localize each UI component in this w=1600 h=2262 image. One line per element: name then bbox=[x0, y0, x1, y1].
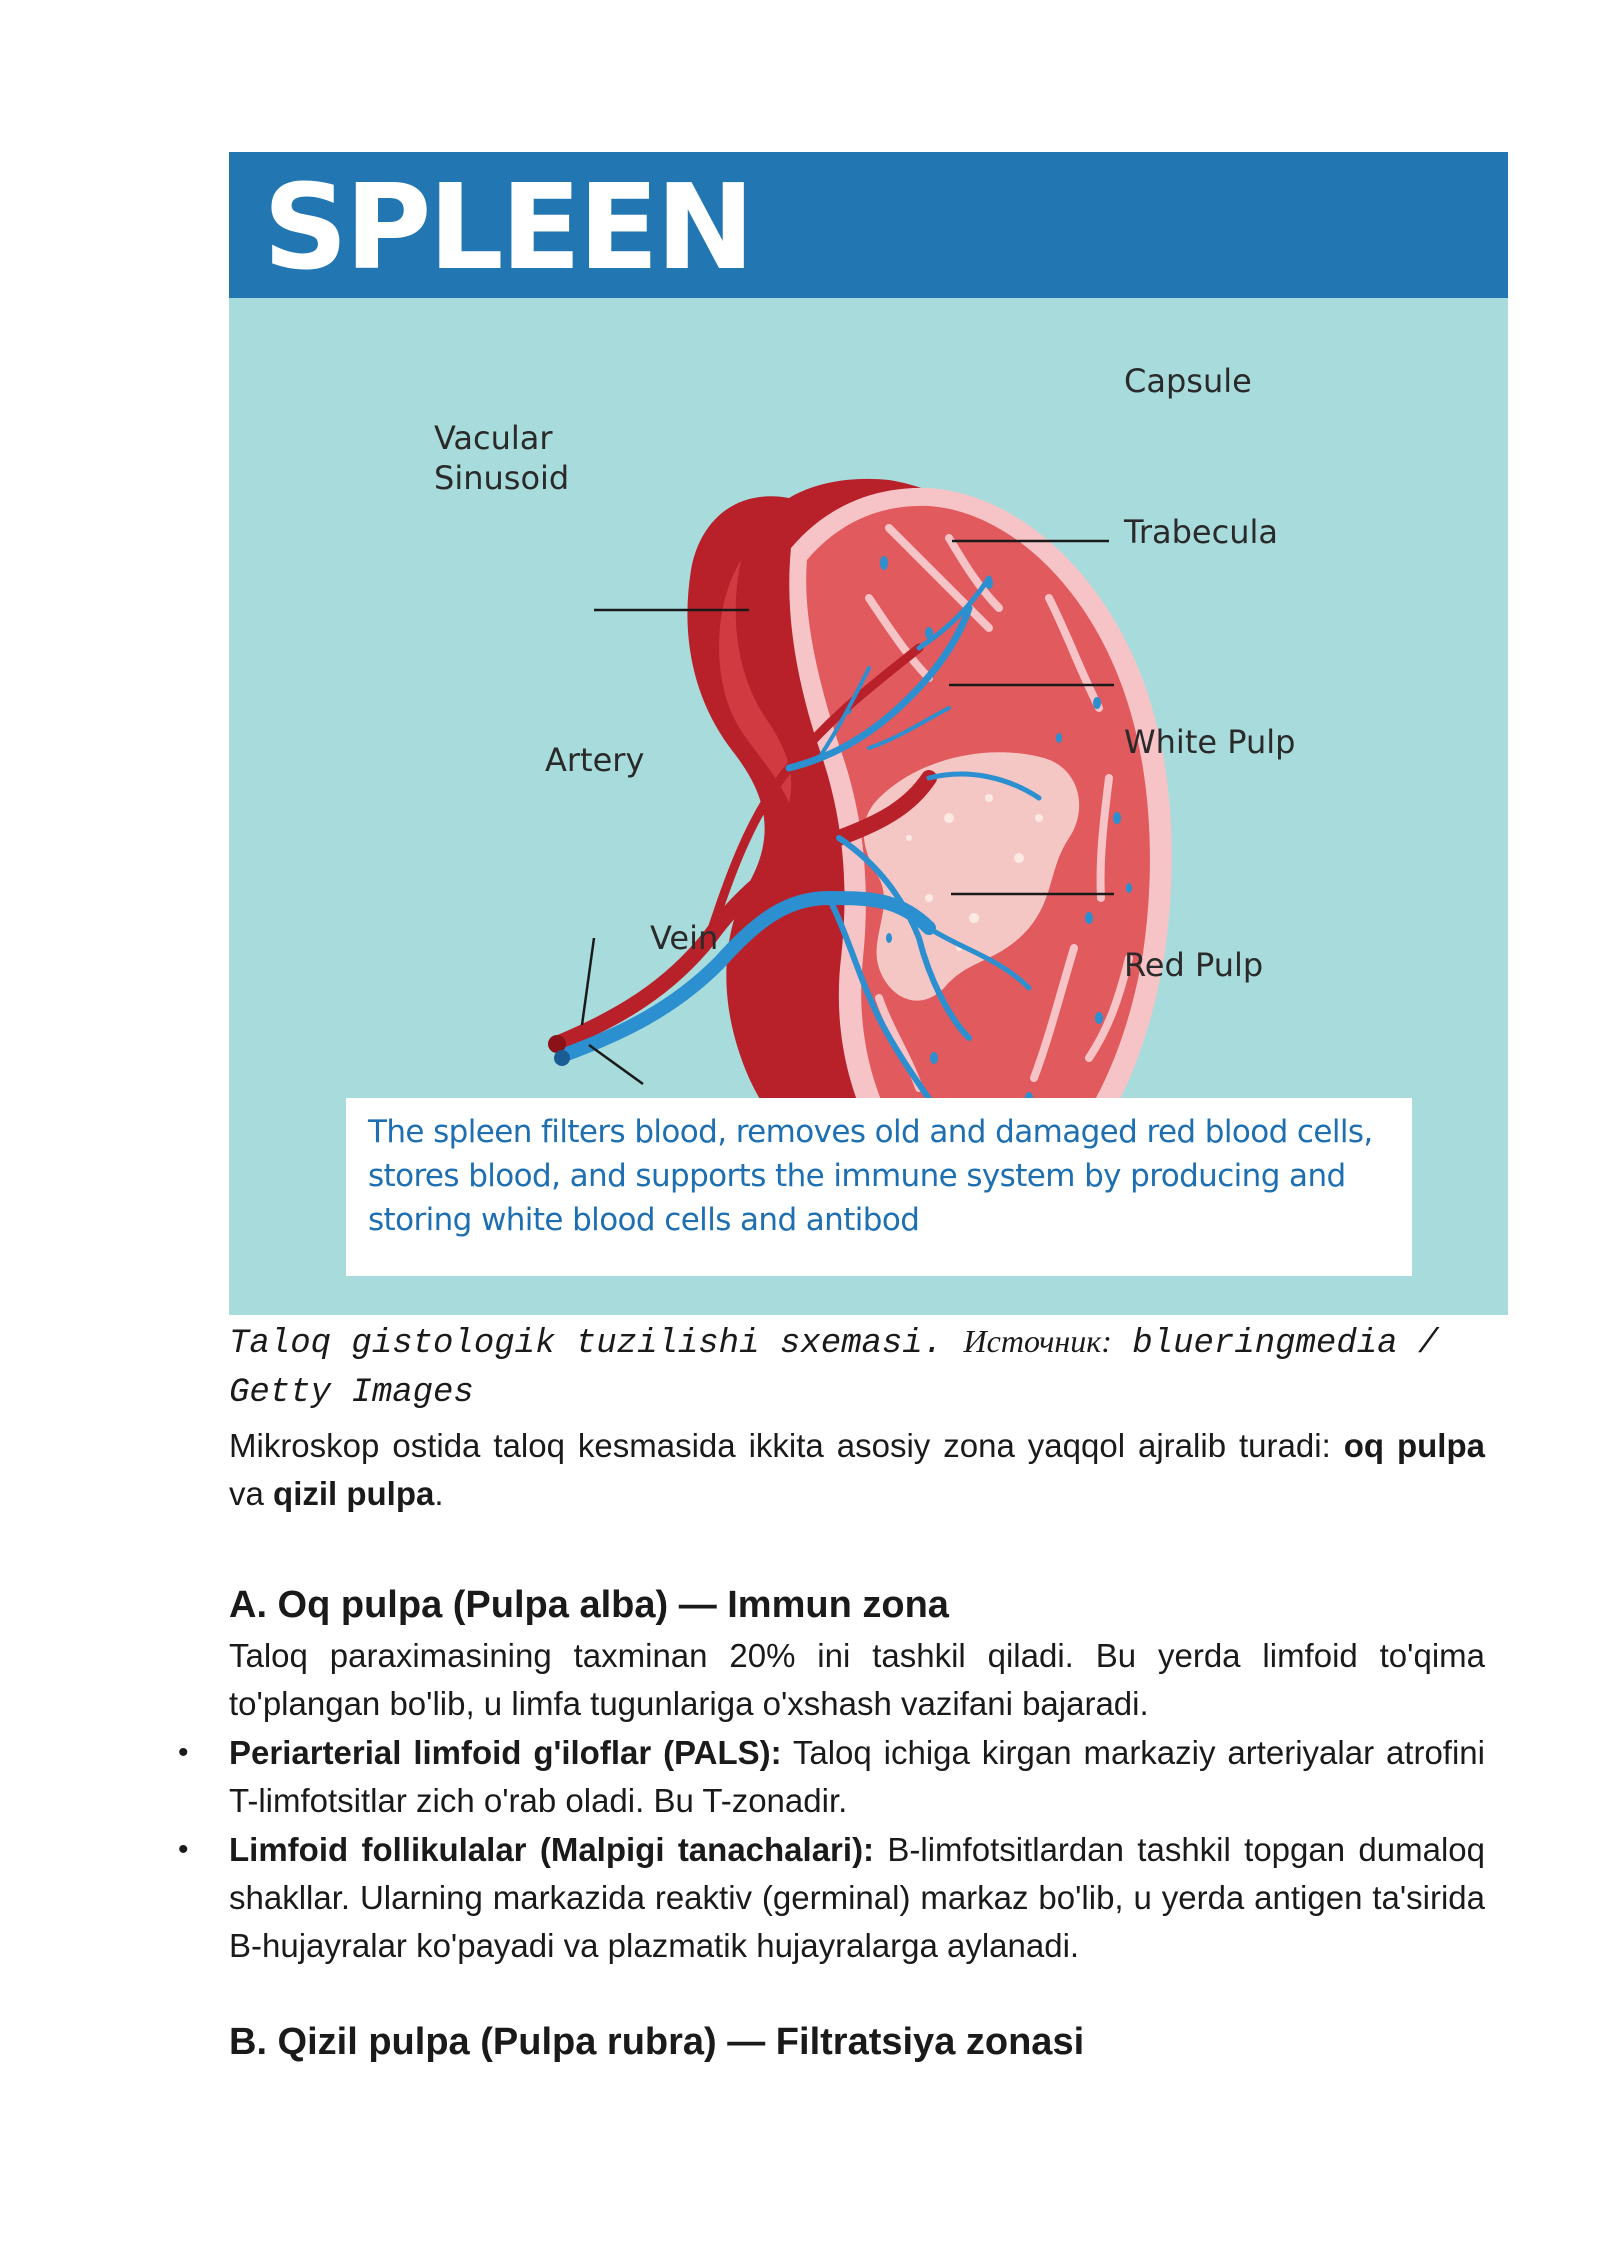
vein-end bbox=[554, 1050, 570, 1066]
intro-end: . bbox=[434, 1475, 444, 1512]
bullet-title: Periarterial limfoid g'iloflar (PALS): bbox=[229, 1734, 782, 1771]
bullet-text: Taloq ichiga kirgan markaziy arteriyalar atrofini T-limfotsitlar zich o'rab oladi. Bu T-zonadir. bbox=[229, 1734, 1485, 1819]
intro-bold-oq-pulpa: oq pulpa bbox=[1343, 1427, 1485, 1464]
label-white-pulp: White Pulp bbox=[1124, 723, 1296, 761]
bullet-item-follicles bbox=[229, 1826, 1485, 1970]
caption-main: Taloq gistologik tuzilishi sxemasi. bbox=[229, 1325, 944, 1363]
label-capsule: Capsule bbox=[1124, 362, 1252, 400]
label-artery: Artery bbox=[545, 741, 645, 779]
bullet-title: Limfoid follikulalar (Malpigi tanachalari): bbox=[229, 1831, 875, 1868]
figure-header bbox=[229, 152, 1508, 298]
intro-bold-qizil-pulpa: qizil pulpa bbox=[273, 1475, 435, 1512]
intro-paragraph bbox=[229, 1422, 1485, 1518]
label-vein: Vein bbox=[650, 919, 719, 957]
caption-source: blueringmedia / Getty Images bbox=[229, 1325, 1439, 1412]
intro-mid: va bbox=[229, 1475, 274, 1512]
figure-info-text: The spleen filters blood, removes old and damaged red blood cells, stores blood, and supports the immune system by producing and storing white blood cells and antibod bbox=[368, 1114, 1373, 1238]
intro-text: Mikroskop ostida taloq kesmasida ikkita asosiy zona yaqqol ajralib turadi: bbox=[229, 1427, 1344, 1464]
figure-title: SPLEEN bbox=[263, 158, 752, 296]
section-b-heading: B. Qizil pulpa (Pulpa rubra) — Filtratsiya zonasi bbox=[229, 2021, 1085, 2063]
figure-info-box bbox=[346, 1098, 1412, 1276]
figure-caption bbox=[229, 1317, 1509, 1418]
caption-source-label: Источник: bbox=[963, 1323, 1112, 1359]
bullet-item-pals bbox=[229, 1729, 1485, 1825]
spleen-figure bbox=[229, 152, 1508, 1315]
bullet-text: B-limfotsitlardan tashkil topgan dumaloq shakllar. Ularning markazida reaktiv (germinal) markaz bo'lib, u yerda antigen ta'sirida B-hujayralar ko'payadi va plazmatik hujayralarga aylanadi. bbox=[229, 1831, 1486, 1964]
label-sinusoid: Sinusoid bbox=[434, 459, 570, 497]
label-trabecula: Trabecula bbox=[1124, 513, 1278, 551]
section-a-paragraph: Taloq paraximasining taxminan 20% ini tashkil qiladi. Bu yerda limfoid to'qima to'plangan bo'lib, u limfa tugunlariga o'xshash vazifani bajaradi. bbox=[229, 1637, 1485, 1722]
label-red-pulp: Red Pulp bbox=[1124, 946, 1264, 984]
section-a-heading: A. Oq pulpa (Pulpa alba) — Immun zona bbox=[229, 1584, 949, 1626]
bullet-marker: • bbox=[178, 1736, 189, 1769]
bullet-marker: • bbox=[178, 1833, 189, 1866]
label-vacular: Vacular bbox=[434, 419, 553, 457]
